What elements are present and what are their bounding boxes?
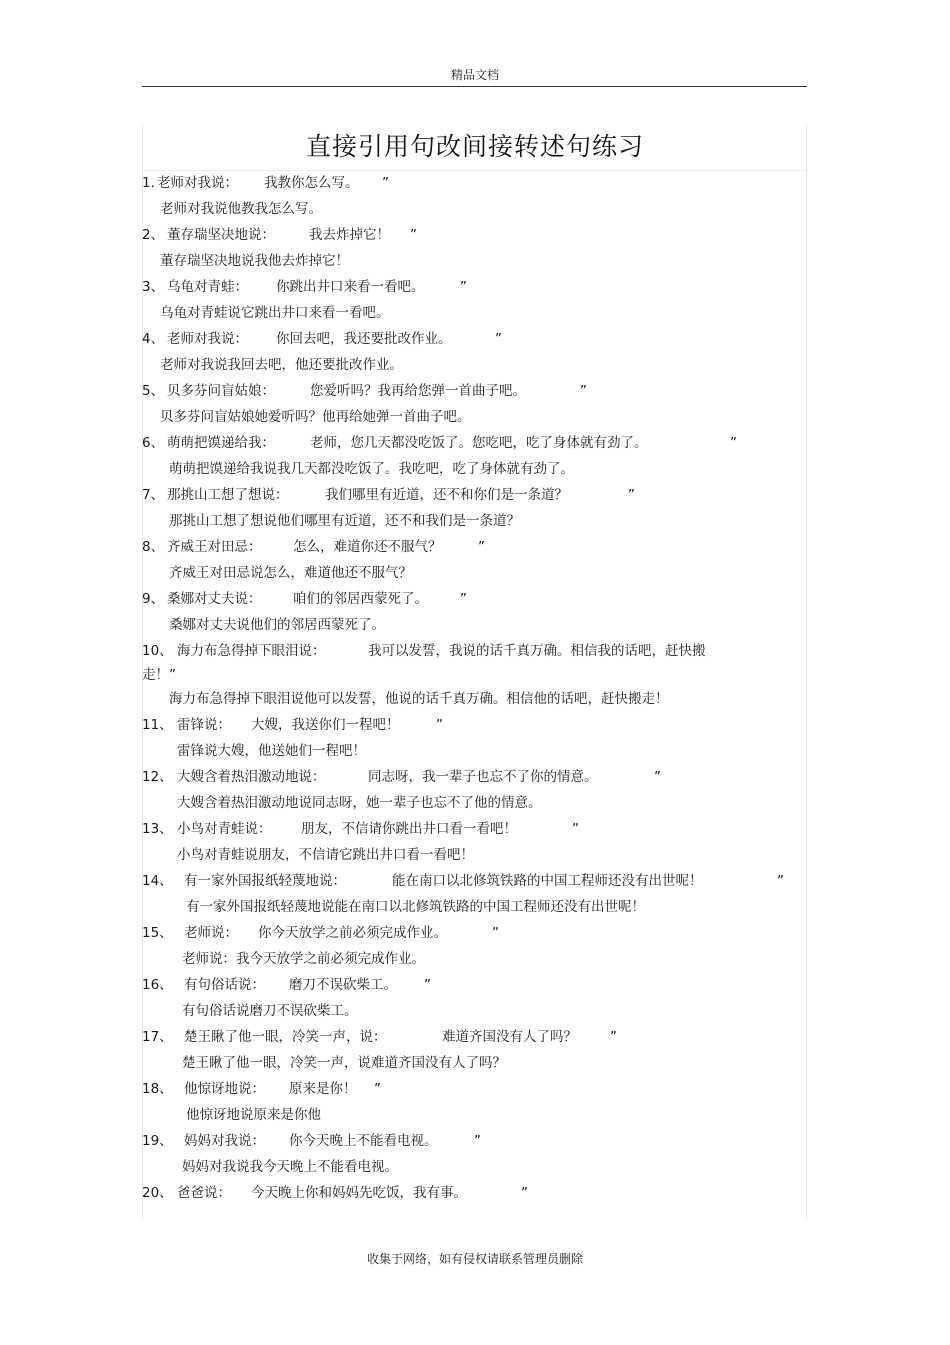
speaker: 雷锋说： [177,717,231,733]
item-number: 13、 [142,821,173,837]
direct-quote: 你回去吧，我还要批改作业。 [276,331,452,347]
speaker: 老师对我说： [157,175,238,191]
answer-line: 老师对我说他教我怎么写。 [160,201,322,217]
exercise-item-11 [142,712,812,764]
answer-line: 老师对我说我回去吧，他还要批改作业。 [160,357,403,373]
closing-quote-mark: ” [730,435,737,451]
answer-line: 老师说：我今天放学之前必须完成作业。 [182,951,425,967]
direct-quote: 你今天放学之前必须完成作业。 [258,925,447,941]
direct-quote: 你今天晚上不能看电视。 [289,1133,438,1149]
direct-quote: 原来是你！ [289,1081,357,1097]
question-line [142,482,812,508]
closing-quote-mark: ” [460,591,467,607]
exercise-item-8 [142,534,812,586]
direct-quote: 同志呀，我一辈子也忘不了你的情意。 [368,769,598,785]
closing-quote-mark: ” [580,383,587,399]
exercise-item-19 [142,1128,812,1180]
direct-quote: 朋友，不信请你跳出井口看一看吧！ [301,821,517,837]
direct-quote: 我可以发誓，我说的话千真万确。相信我的话吧，赶快搬 [368,643,706,659]
direct-quote: 磨刀不误砍柴工。 [289,977,397,993]
closing-quote-mark: ” [460,279,467,295]
closing-quote-mark: ” [495,331,502,347]
document-title: 直接引用句改间接转述句练习 [305,132,644,161]
closing-quote-mark: ” [424,977,431,993]
item-number: 6、 [142,435,165,451]
speaker: 楚王瞅了他一眼，冷笑一声，说： [184,1029,387,1045]
exercise-item-4 [142,326,812,378]
exercise-item-5 [142,378,812,430]
answer-line: 楚王瞅了他一眼，冷笑一声，说难道齐国没有人了吗？ [182,1055,506,1071]
answer-line: 小鸟对青蛙说朋友，不信请它跳出井口看一看吧！ [177,847,474,863]
item-number: 20、 [142,1185,173,1201]
speaker: 海力布急得掉下眼泪说： [177,643,326,659]
item-number: 1. [142,175,155,191]
question-line [142,920,812,946]
answer-line: 齐威王对田忌说怎么，难道他还不服气？ [169,565,412,581]
direct-quote: 我教你怎么写。 [264,175,359,191]
speaker: 老师说： [184,925,238,941]
exercise-item-6 [142,430,812,482]
answer-line: 那挑山工想了想说他们哪里有近道，还不和我们是一条道？ [169,513,520,529]
exercise-item-17 [142,1024,812,1076]
answer-line: 乌龟对青蛙说它跳出井口来看一看吧。 [160,305,390,321]
item-number: 7、 [142,487,165,503]
question-line [142,764,812,790]
speaker: 有一家外国报纸轻蔑地说： [184,873,346,889]
page-header: 精品文档 [450,68,499,82]
question-line [142,638,812,664]
speaker: 萌萌把馍递给我： [167,435,275,451]
speaker: 他惊讶地说： [184,1081,265,1097]
question-line [142,972,812,998]
header-rule [142,86,807,87]
question-line [142,170,812,196]
question-line [142,816,812,842]
question-continuation: 走！” [142,667,176,683]
exercise-item-13 [142,816,812,868]
answer-line: 有一家外国报纸轻蔑地说能在南口以北修筑铁路的中国工程师还没有出世呢！ [186,899,645,915]
closing-quote-mark: ” [436,717,443,733]
answer-line: 贝多芬问盲姑娘她爱听吗？他再给她弹一首曲子吧。 [160,409,471,425]
question-line [142,378,812,404]
question-line [142,1180,812,1206]
closing-quote-mark: ” [654,769,661,785]
exercise-item-20 [142,1180,812,1206]
item-number: 17、 [142,1029,173,1045]
speaker: 那挑山工想了想说： [167,487,289,503]
exercise-item-7 [142,482,812,534]
item-number: 16、 [142,977,173,993]
exercise-item-16 [142,972,812,1024]
direct-quote: 怎么，难道你还不服气？ [293,539,442,555]
direct-quote: 难道齐国没有人了吗？ [442,1029,577,1045]
direct-quote: 大嫂，我送你们一程吧！ [251,717,400,733]
exercise-item-2 [142,222,812,274]
speaker: 董存瑞坚决地说： [167,227,275,243]
exercise-item-1 [142,170,812,222]
closing-quote-mark: ” [478,539,485,555]
exercise-item-3 [142,274,812,326]
answer-line: 大嫂含着热泪激动地说同志呀，她一辈子也忘不了他的情意。 [177,795,542,811]
exercise-item-9 [142,586,812,638]
direct-quote: 今天晚上你和妈妈先吃饭，我有事。 [251,1185,467,1201]
closing-quote-mark: ” [521,1185,528,1201]
item-number: 2、 [142,227,165,243]
direct-quote: 我们哪里有近道，还不和你们是一条道？ [325,487,568,503]
exercise-item-15 [142,920,812,972]
closing-quote-mark: ” [474,1133,481,1149]
question-line [142,222,812,248]
answer-line: 桑娜对丈夫说他们的邻居西蒙死了。 [169,617,385,633]
answer-line: 雷锋说大嫂，他送她们一程吧！ [177,743,366,759]
item-number: 15、 [142,925,173,941]
direct-quote: 你跳出井口来看一看吧。 [276,279,425,295]
page-footer: 收集于网络，如有侵权请联系管理员删除 [366,1252,583,1266]
exercise-item-18 [142,1076,812,1128]
closing-quote-mark: ” [410,227,417,243]
speaker: 妈妈对我说： [184,1133,265,1149]
closing-quote-mark: ” [610,1029,617,1045]
item-number: 3、 [142,279,165,295]
answer-line: 有句俗话说磨刀不误砍柴工。 [182,1003,358,1019]
question-line [142,1128,812,1154]
answer-line: 妈妈对我说我今天晚上不能看电视。 [182,1159,398,1175]
exercise-item-14 [142,868,812,920]
speaker: 有句俗话说： [184,977,265,993]
question-line [142,430,812,456]
direct-quote: 您爱听吗？我再给您弹一首曲子吧。 [310,383,526,399]
closing-quote-mark: ” [374,1081,381,1097]
question-line [142,712,812,738]
speaker: 齐威王对田忌： [167,539,262,555]
item-number: 8、 [142,539,165,555]
closing-quote-mark: ” [572,821,579,837]
speaker: 乌龟对青蛙： [167,279,248,295]
direct-quote: 我去炸掉它！ [309,227,390,243]
item-number: 10、 [142,643,173,659]
question-line [142,586,812,612]
speaker: 老师对我说： [167,331,248,347]
item-number: 18、 [142,1081,173,1097]
item-number: 11、 [142,717,173,733]
question-line [142,1024,812,1050]
closing-quote-mark: ” [492,925,499,941]
answer-line: 海力布急得掉下眼泪说他可以发誓，他说的话千真万确。相信他的话吧，赶快搬走！ [169,691,669,707]
direct-quote: 老师，您几天都没吃饭了。您吃吧，吃了身体就有劲了。 [310,435,648,451]
speaker: 贝多芬问盲姑娘： [167,383,275,399]
question-line [142,534,812,560]
answer-line: 董存瑞坚决地说我他去炸掉它！ [160,253,349,269]
closing-quote-mark: ” [382,175,389,191]
item-number: 4、 [142,331,165,347]
speaker: 桑娜对丈夫说： [167,591,262,607]
question-line [142,274,812,300]
question-line [142,326,812,352]
item-number: 19、 [142,1133,173,1149]
speaker: 小鸟对青蛙说： [177,821,272,837]
closing-quote-mark: ” [628,487,635,503]
direct-quote: 咱们的邻居西蒙死了。 [293,591,428,607]
exercise-item-12 [142,764,812,816]
closing-quote-mark: ” [777,873,784,889]
item-number: 5、 [142,383,165,399]
speaker: 大嫂含着热泪激动地说： [177,769,326,785]
answer-line: 他惊讶地说原来是你他 [186,1107,321,1123]
item-number: 9、 [142,591,165,607]
item-number: 14、 [142,873,173,889]
answer-line: 萌萌把馍递给我说我几天都没吃饭了。我吃吧，吃了身体就有劲了。 [169,461,574,477]
direct-quote: 能在南口以北修筑铁路的中国工程师还没有出世呢！ [392,873,703,889]
question-line [142,868,812,894]
exercise-list [142,170,812,1206]
speaker: 爸爸说： [177,1185,231,1201]
item-number: 12、 [142,769,173,785]
exercise-item-10 [142,638,812,712]
question-line [142,1076,812,1102]
